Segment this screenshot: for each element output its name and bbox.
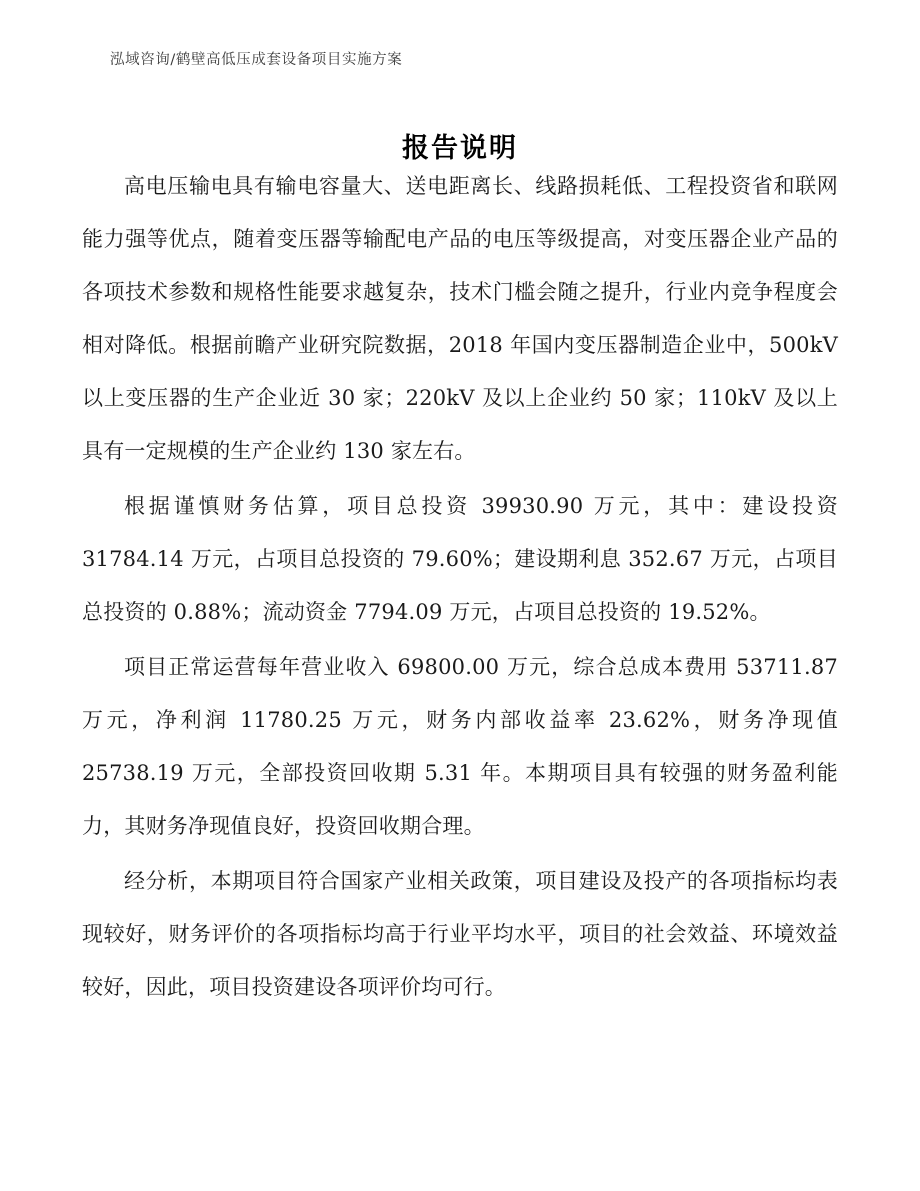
- paragraph: 根据谨慎财务估算，项目总投资 39930.90 万元，其中：建设投资 31784.14 万元，占项目总投资的 79.60%；建设期利息 352.67 万元，占项目总投资的 0.88%；流动资金 7794.09 万元，占项目总投资的 19.52%。: [82, 494, 838, 624]
- paragraph: 高电压输电具有输电容量大、送电距离长、线路损耗低、工程投资省和联网能力强等优点，随着变压器等输配电产品的电压等级提高，对变压器企业产品的各项技术参数和规格性能要求越复杂，技术门槛会随之提升，行业内竞争程度会相对降低。根据前瞻产业研究院数据，2018 年国内变压器制造企业中，500kV 以上变压器的生产企业近 30 家；220kV 及以上企业约 50 家；110kV 及以上具有一定规模的生产企业约 130 家左右。: [82, 174, 838, 463]
- page-title: 报告说明: [402, 133, 518, 165]
- document-body: [82, 160, 838, 1014]
- paragraph: 项目正常运营每年营业收入 69800.00 万元，综合总成本费用 53711.87 万元，净利润 11780.25 万元，财务内部收益率 23.62%，财务净现值 25738.19 万元，全部投资回收期 5.31 年。本期项目具有较强的财务盈利能力，其财务净现值良好，投资回收期合理。: [82, 655, 838, 838]
- document-header-breadcrumb: 泓域咨询/鹤壁高低压成套设备项目实施方案: [110, 52, 403, 68]
- paragraph: 经分析，本期项目符合国家产业相关政策，项目建设及投产的各项指标均表现较好，财务评价的各项指标均高于行业平均水平，项目的社会效益、环境效益较好，因此，项目投资建设各项评价均可行。: [82, 869, 838, 999]
